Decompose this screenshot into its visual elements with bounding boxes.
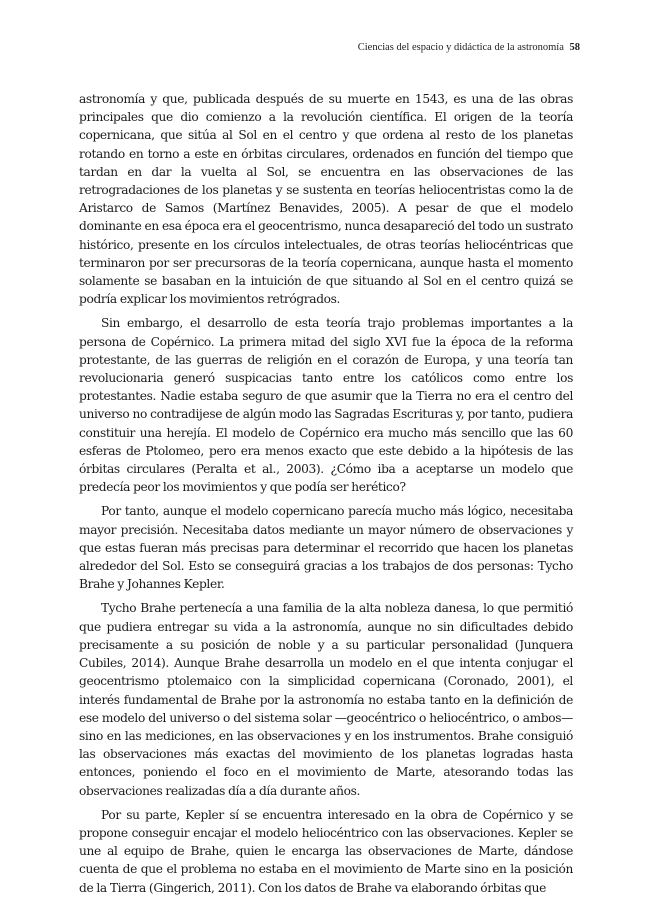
paragraph-1: astronomía y que, publicada después de su muerte en 1543, es una de las obras principales que dio comienzo a la revolución científica. El origen de la teoría copernicana, que sitúa al Sol en el centro y que ordena al resto de los planetas rotando en torno a este en órbitas circulares, ordenados en función del tiempo que tardan en dar la vuelta al Sol, se encuentra en las observaciones de las retrogradaciones de los planetas y se sustenta en teorías heliocentristas como la de Aristarco de Samos (Martínez Benavides, 2005). A pesar de que el modelo dominante en esa época era el geocentrismo, nunca desapareció del todo un sustrato histórico, presente en los círculos intelectuales, de otras teorías heliocéntricas que terminaron por ser precursoras de la teoría copernicana, aunque hasta el momento solamente se basaban en la intuición de que situando al Sol en el centro quizá se podría explicar los movimientos retrógrados. [79,92,573,307]
paragraph-3: Por tanto, aunque el modelo copernicano parecía mucho más lógico, necesitaba mayor precisión. Necesitaba datos mediante un mayor número de observaciones y que estas fueran más precisas para determinar el recorrido que hacen los planetas alrededor del Sol. Esto se conseguirá gracias a los trabajos de dos personas: Tycho Brahe y Johannes Kepler. [79,504,573,592]
running-header [358,42,580,53]
paragraph-2: Sin embargo, el desarrollo de esta teoría trajo problemas importantes a la persona de Copérnico. La primera mitad del siglo XVI fue la época de la reforma protestante, de las guerras de religión en el corazón de Europa, y una teoría tan revolucionaria generó suspicacias tanto entre los católicos como entre los protestantes. Nadie estaba seguro de que asumir que la Tierra no era el centro del universo no contradijese de algún modo las Sagradas Escrituras y, por tanto, pudiera constituir una herejía. El modelo de Copérnico era mucho más sencillo que las 60 esferas de Ptolomeo, pero era menos exacto que este debido a la hipótesis de las órbitas circulares (Peralta et al., 2003). ¿Cómo iba a aceptarse un modelo que predecía peor los movimientos y que podía ser herético? [79,316,573,495]
body-text [79,90,573,903]
page-number: 58 [569,42,580,53]
paragraph-4: Tycho Brahe pertenecía a una familia de la alta nobleza danesa, lo que permitió que pudiera entregar su vida a la astronomía, aunque no sin dificultades debido precisamente a su posición de noble y a su particular personalidad (Junquera Cubiles, 2014). Aunque Brahe desarrolla un modelo en el que intenta conjugar el geocentrismo ptolemaico con la simplicidad copernicana (Coronado, 2001), el interés fundamental de Brahe por la astronomía no estaba tanto en la definición de ese modelo del universo o del sistema solar —geocéntrico o heliocéntrico, o ambos— sino en las mediciones, en las observaciones y en los instrumentos. Brahe consiguió las observaciones más exactas del movimiento de los planetas logradas hasta entonces, poniendo el foco en el movimiento de Marte, atesorando todas las observaciones realizadas día a día durante años. [79,601,573,798]
running-title: Ciencias del espacio y didáctica de la astronomía [357,42,564,53]
paragraph-5: Por su parte, Kepler sí se encuentra interesado en la obra de Copérnico y se propone conseguir encajar el modelo heliocéntrico con las observaciones. Kepler se une al equipo de Brahe, quien le encarga las observaciones de Marte, dándose cuenta de que el problema no estaba en el movimiento de Marte sino en la posición de la Tierra (Gingerich, 2011). Con los datos de Brahe va elaborando órbitas que [79,807,573,895]
